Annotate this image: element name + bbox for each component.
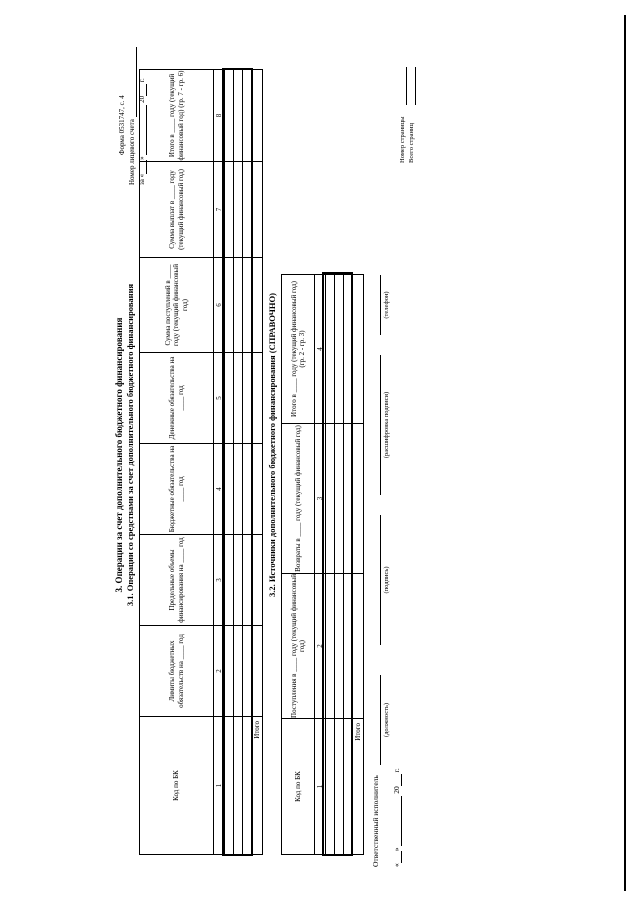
date-prefix: за « — [138, 173, 146, 185]
cell-input[interactable] — [243, 535, 252, 626]
col-header-receipts: Поступления в ____ году (текущий финансовый год) — [282, 574, 315, 719]
phone-caption: (телефон) — [383, 291, 390, 319]
col-number: 4 — [214, 444, 225, 535]
cell-input[interactable] — [234, 258, 243, 353]
account-number-label: Номер лицевого счета — [128, 119, 136, 185]
cell-input[interactable] — [252, 70, 263, 162]
cell-input[interactable] — [335, 424, 344, 574]
col-number: 3 — [315, 424, 326, 574]
table-row — [225, 70, 234, 855]
cell-input[interactable] — [234, 717, 243, 855]
date-year-prefix: 20 — [138, 95, 146, 103]
page-number-label: Номер страницы — [399, 116, 406, 163]
cell-input[interactable] — [225, 162, 234, 258]
table-row — [335, 275, 344, 855]
col-header-financing-volumes: Предельные объемы финансирования на ____ год — [140, 535, 214, 626]
position-caption: (должность) — [383, 702, 390, 738]
total-pages-label: Всего страниц — [408, 123, 415, 163]
table-financing-sources — [281, 274, 364, 855]
col-number: 6 — [214, 258, 225, 353]
cell-input[interactable] — [326, 424, 335, 574]
cell-input[interactable] — [243, 70, 252, 162]
col-number: 2 — [315, 574, 326, 719]
cell-input[interactable] — [243, 626, 252, 717]
sig-date-year-field[interactable] — [401, 774, 402, 786]
date-year-suffix: г. — [138, 78, 146, 83]
col-number: 5 — [214, 353, 225, 444]
table-additional-financing-operations — [139, 69, 263, 855]
cell-input[interactable] — [353, 275, 364, 424]
sig-date-quote-open: « — [392, 863, 401, 867]
col-header-total: Итого в ____ году (текущий финансовый год) (гр. 2 - гр. 3) — [282, 275, 315, 424]
col-number: 8 — [214, 70, 225, 162]
total-label: Итого — [353, 719, 364, 855]
account-number-line — [127, 50, 137, 240]
table-row — [326, 275, 335, 855]
cell-input[interactable] — [326, 275, 335, 424]
cell-input[interactable] — [234, 626, 243, 717]
cell-input[interactable] — [252, 535, 263, 626]
cell-input[interactable] — [234, 70, 243, 162]
table-row — [243, 70, 252, 855]
col-header-refunds: Возвраты в ____ году (текущий финансовый год) — [282, 424, 315, 574]
cell-input[interactable] — [243, 444, 252, 535]
cell-input[interactable] — [243, 717, 252, 855]
cell-input[interactable] — [344, 574, 353, 719]
cell-input[interactable] — [353, 574, 364, 719]
col-number: 3 — [214, 535, 225, 626]
cell-input[interactable] — [243, 353, 252, 444]
page-number-field[interactable] — [406, 67, 407, 105]
col-number: 1 — [315, 719, 326, 855]
cell-input[interactable] — [335, 574, 344, 719]
cell-input[interactable] — [252, 444, 263, 535]
cell-input[interactable] — [234, 353, 243, 444]
decoding-caption: (расшифровка подписи) — [383, 391, 390, 459]
total-pages-field[interactable] — [415, 67, 416, 105]
scan-edge-line — [624, 15, 626, 891]
decoding-field[interactable] — [380, 355, 381, 495]
cell-input[interactable] — [252, 626, 263, 717]
col-header-payments: Сумма выплат в ____ году (текущий финансовый год) — [140, 162, 214, 258]
cell-input[interactable] — [243, 258, 252, 353]
section31-subtitle: 3.1. Операции со средствами за счет дополнительного бюджетного финансирования — [125, 283, 135, 607]
cell-input[interactable] — [344, 719, 353, 855]
cell-input[interactable] — [326, 574, 335, 719]
signature-date-line — [393, 768, 402, 867]
responsible-executor-label: Ответственный исполнитель — [371, 775, 380, 867]
col-header-total: Итого в ____ году (текущий финансовый год) (гр. 7 - гр. 6) — [140, 70, 214, 162]
sig-date-month-field[interactable] — [401, 796, 402, 846]
section32-title: 3.2. Источники дополнительного бюджетного финансирования (СПРАВОЧНО) — [267, 293, 277, 597]
sig-date-day-field[interactable] — [401, 851, 402, 863]
form-number: Форма 0531747, с. 4 — [118, 95, 126, 155]
cell-input[interactable] — [234, 444, 243, 535]
cell-input[interactable] — [225, 70, 234, 162]
cell-input[interactable] — [225, 535, 234, 626]
cell-input[interactable] — [353, 424, 364, 574]
col-header-limits: Лимиты бюджетных обязательств на ____ год — [140, 626, 214, 717]
table-row — [344, 275, 353, 855]
col-header-bk-code: Код по БК — [282, 719, 315, 855]
cell-input[interactable] — [225, 626, 234, 717]
date-quote-close: » — [138, 156, 146, 160]
cell-input[interactable] — [225, 444, 234, 535]
cell-input[interactable] — [234, 535, 243, 626]
position-field[interactable] — [380, 675, 381, 765]
signature-field[interactable] — [380, 515, 381, 645]
cell-input[interactable] — [234, 162, 243, 258]
section3-title: 3. Операции за счет дополнительного бюджетного финансирования — [114, 317, 124, 593]
cell-input[interactable] — [252, 353, 263, 444]
cell-input[interactable] — [225, 353, 234, 444]
sig-date-quote-close: » — [392, 847, 401, 852]
sig-date-year-prefix: 20 — [392, 786, 401, 794]
col-header-bk-code: Код по БК — [140, 717, 214, 855]
total-label: Итого — [252, 717, 263, 855]
col-number: 2 — [214, 626, 225, 717]
cell-input[interactable] — [335, 719, 344, 855]
cell-input[interactable] — [326, 719, 335, 855]
cell-input[interactable] — [344, 275, 353, 424]
col-number: 4 — [315, 275, 326, 424]
cell-input[interactable] — [252, 162, 263, 258]
col-number: 1 — [214, 717, 225, 855]
col-header-receipts: Сумма поступлений в ____ году (текущий финансовый год) — [140, 258, 214, 353]
col-header-monetary-obligations: Денежные обязательства на ____ год — [140, 353, 214, 444]
total-row — [252, 70, 263, 855]
signature-caption: (подпись) — [383, 566, 390, 594]
sig-date-year-suffix: г. — [392, 768, 401, 773]
cell-input[interactable] — [335, 275, 344, 424]
phone-field[interactable] — [380, 275, 381, 335]
col-number: 7 — [214, 162, 225, 258]
total-row — [353, 275, 364, 855]
cell-input[interactable] — [344, 424, 353, 574]
cell-input[interactable] — [243, 162, 252, 258]
col-header-budget-obligations: Бюджетные обязательства на ____ год — [140, 444, 214, 535]
cell-input[interactable] — [225, 717, 234, 855]
table-row — [234, 70, 243, 855]
cell-input[interactable] — [225, 258, 234, 353]
cell-input[interactable] — [252, 258, 263, 353]
